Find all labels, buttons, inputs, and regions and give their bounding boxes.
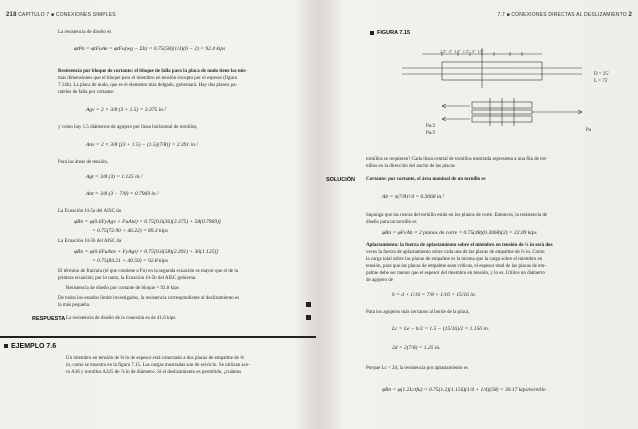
equation: φRn = φ(0.6FyAgv + FuAnt) = 0.75[0.6(36)(3.375) + 58(0.7969)] [74, 219, 221, 225]
equation: Ant = 3/8 (3 − 7/8) = 0.7969 in.² [86, 191, 159, 197]
equation: Agt = 3/8 (3) = 1.125 in.² [86, 174, 143, 180]
dim-label: 1.5" [440, 49, 447, 54]
text-line: diseño para un tornillo es [366, 220, 417, 225]
dim-label: 1.5" [462, 49, 470, 54]
text-line: 7.14b). La placa de nudo, que es el elemento más delgado, gobernará. Hay dos planos pa- [58, 83, 238, 88]
text-line: palme debe ser menor que el espesor del miembro en tensión, y lo es. Utilice un diámetro [366, 271, 545, 276]
dim-label: 3" [448, 49, 453, 54]
equation: Agv = 2 × 3/8 (3 + 1.5) = 3.375 in.² [86, 107, 166, 113]
equation: = 0.75(72.90 + 46.22) = 89.3 kips [92, 228, 168, 234]
text-line: Aplastamiento: la fuerza de aplastamiento sobre el miembro en tensión de ¼ in será dos [366, 243, 553, 248]
square-bullet-icon [4, 344, 8, 348]
left-chapter-title: CAPÍTULO 7 ■ CONEXIONES SIMPLES [18, 12, 116, 18]
text-line: primera ecuación; por lo tanto, la Ecuación J4-5b del AISC gobierna. [58, 276, 197, 281]
respuesta-text: La resistencia de diseño de la conexión es de 41.6 kips. [66, 316, 177, 321]
text-line: Porque Lc < 2d, la resistencia por aplastamiento es [366, 366, 468, 371]
example-label [4, 343, 56, 350]
end-of-proof-square [306, 302, 311, 307]
text-line: Para las áreas de tensión, [58, 160, 109, 165]
example-divider [0, 336, 316, 338]
dim-label: 1.5" [477, 49, 484, 54]
text-line: nillos en la dirección del ancho de las placas [366, 164, 455, 169]
figure-legend-l: L = 75' [594, 79, 609, 84]
figure-label-text: FIGURA 7.15 [377, 30, 411, 36]
text-line: Cortante: por cortante, el área nominal de un tornillo es [366, 177, 486, 182]
right-page-number: 2 [628, 12, 632, 18]
right-section-title: 7.7 ■ CONEXIONES DIRECTAS AL DESLIZAMIENTO [497, 12, 627, 18]
text-line: La Ecuación J4-5a del AISC da [58, 209, 121, 214]
load-label: Pu [586, 128, 592, 133]
text-line: ralelos de falla por cortante: [58, 90, 115, 95]
equation: Ab = π(7/8)²/4 = 0.3068 in.² [382, 194, 445, 200]
text-line: La Ecuación J4-5b del AISC da [58, 239, 122, 244]
equation: φRn = φ(1.2Lctfu) = 0.75(1.2)(1.156)(1/4 + 1/4)(58) = 30.17 kips/tornillo [382, 387, 546, 393]
text-line: La resistencia de diseño es [58, 30, 112, 35]
text-line: Un miembro en tensión de ⅜ in de espesor está conectado a dos placas de empalme de ⅜ [66, 356, 244, 361]
text-line: El término de fractura (el que contiene a Fu) en la segunda ecuación es mayor que el de la [58, 269, 238, 274]
figure-dimensions [440, 49, 484, 55]
text-line: tensión, para que las placas de empalme sean críticas, el espesor total de las placas de em- [366, 264, 546, 269]
text-line: veces la fuerza de aplastamiento sobre cada una de las placas de empalme de ¼ in. Como [366, 250, 545, 255]
text-line: Para los agujeros más cercanos al borde de la placa, [366, 310, 470, 315]
text-line: la más pequeña. [58, 303, 91, 308]
square-bullet-icon [370, 31, 374, 35]
equation: Anv = 2 × 3/8 [(3 + 1.5) − (1.5)(7/8)] = 2.391 in.² [86, 142, 198, 148]
equation: Lc = Le − h/2 = 1.5 − (15/16)/2 = 1.156 in. [392, 326, 490, 332]
equation: = 0.75(83.21 + 40.50) = 92.8 kips [92, 258, 168, 264]
figure-label [370, 30, 410, 36]
left-page-header [6, 12, 116, 18]
right-page [322, 0, 638, 429]
equation: φRn = φ(0.6FuAnv + FyAgt) = 0.75[0.6(58)(2.391) + 36(1.125)] [74, 249, 219, 255]
text-line: y como hay 1.5 diámetros de agujero por línea horizontal de tornillos, [58, 125, 198, 130]
respuesta-label: RESPUESTA [32, 316, 66, 322]
left-page-number: 218 [6, 12, 17, 18]
text-line: in, como se muestra en la figura 7.15. Las cargas mostradas son de servicio. Se utilizan ace- [66, 363, 250, 368]
dim-label: 3" [471, 49, 476, 54]
text-line: Suponga que las roscas del tornillo están en los planos de corte. Entonces, la resistencia de [366, 213, 548, 218]
equation: 2d = 2(7/8) = 1.25 in. [392, 345, 441, 351]
text-line: Resistencia por bloque de cortante: el bloque de falla para la placa de nudo tiene las mis- [58, 69, 248, 74]
solution-label: SOLUCIÓN [326, 177, 356, 183]
left-page [0, 0, 316, 429]
text-line: de agujero de [366, 278, 393, 283]
figure-legend-d: D = 25' [594, 72, 609, 77]
example-label-text: EJEMPLO 7.6 [11, 343, 57, 350]
text-line: Resistencia de diseño por cortante de bloque = 92.8 kips [66, 286, 179, 291]
text-line: la carga total sobre las placas de empalme es la misma que la carga sobre el miembro en [366, 257, 543, 262]
dim-label: 1.5" [454, 49, 461, 54]
equation: φtPn = φtFuAe = φtFu(wg − Σh) = 0.75(58)(1/3)(6 − 2) = 92.4 kips [74, 46, 226, 52]
end-of-answer-square [306, 315, 311, 320]
text-line: De todos los estados límite investigados, la resistencia correspondiente al deslizamiento es [58, 296, 240, 301]
right-page-header [497, 12, 632, 18]
text-line: tornillos se requieren? Cada línea central de tornillos mostrada representa a una fila de tor- [366, 157, 548, 162]
load-label: Pu/2 [426, 124, 436, 129]
text-line: mas dimensiones que el bloque para el miembro en tensión excepto por el espesor (figura [58, 76, 237, 81]
equation: φRn = φFvAb × 2 planos de corte = 0.75(48)(0.3068)(2) = 22.09 kips [382, 230, 537, 236]
load-label: Pu/2 [426, 131, 436, 136]
equation: h = d + 1/16 = 7/8 + 1/16 = 15/16 in. [392, 292, 476, 298]
text-line: ro A36 y tornillos A325 de ⅞ in de diámetro. Si el deslizamiento es permitido, ¿cuántos [66, 370, 242, 375]
